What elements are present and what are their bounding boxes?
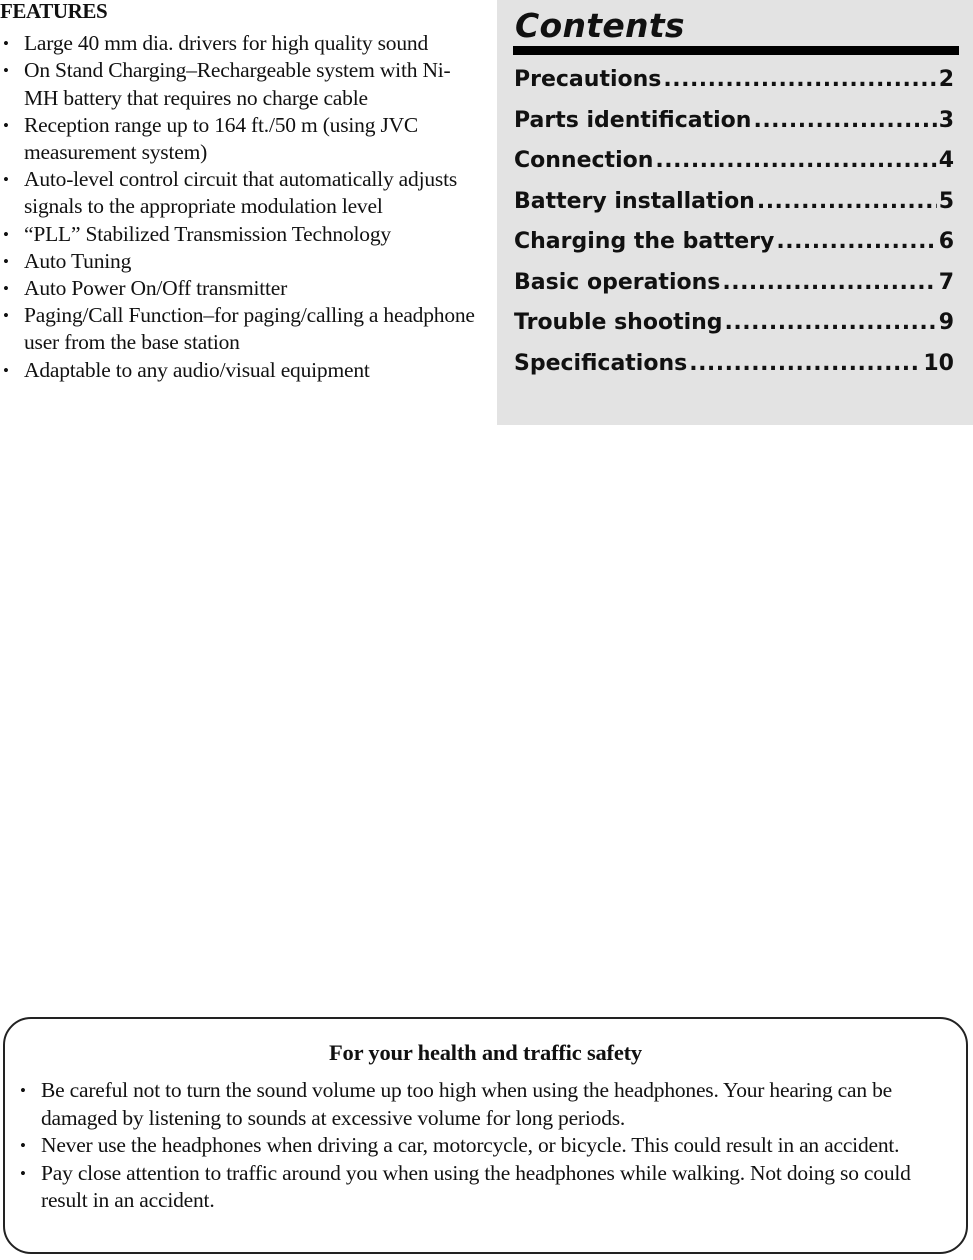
toc-entry-page: 7 — [938, 269, 954, 295]
toc-entry-parts-identification[interactable] — [514, 101, 954, 142]
toc-leader-dots — [722, 263, 936, 304]
toc-leader-dots — [776, 222, 936, 263]
toc-entry-page: 2 — [938, 67, 954, 92]
toc-entry-page: 4 — [938, 148, 954, 173]
toc-entry-label: Trouble shooting — [514, 310, 723, 335]
safety-item: • Pay close attention to traffic around you when using the headphones while walking. Not doing so could result in an accident. — [19, 1160, 946, 1215]
safety-list — [19, 1077, 946, 1215]
toc-entry-basic-operations[interactable] — [514, 263, 954, 304]
table-of-contents — [514, 60, 954, 384]
toc-entry-label: Connection — [514, 148, 654, 173]
toc-leader-dots — [725, 303, 937, 344]
toc-leader-dots — [655, 141, 936, 182]
toc-leader-dots — [689, 344, 921, 385]
feature-item: • Adaptable to any audio/visual equipment — [0, 357, 478, 384]
toc-leader-dots — [757, 182, 937, 223]
toc-entry-label: Battery installation — [514, 188, 755, 214]
feature-item: • Paging/Call Function–for paging/calling a headphone user from the base station — [0, 302, 478, 356]
toc-entry-precautions[interactable] — [514, 60, 954, 101]
feature-item: • Auto Tuning — [0, 248, 478, 275]
safety-item: • Never use the headphones when driving a car, motorcycle, or bicycle. This could result in an accident. — [19, 1132, 946, 1160]
toc-entry-page: 9 — [938, 310, 954, 335]
toc-entry-trouble-shooting[interactable] — [514, 303, 954, 344]
features-heading: FEATURES — [0, 0, 108, 23]
toc-entry-charging-the-battery[interactable] — [514, 222, 954, 263]
contents-box — [497, 0, 973, 425]
feature-item: • Reception range up to 164 ft./50 m (using JVC measurement system) — [0, 112, 478, 166]
safety-title: For your health and traffic safety — [329, 1040, 642, 1065]
toc-entry-specifications[interactable] — [514, 344, 954, 385]
toc-leader-dots — [753, 101, 936, 142]
feature-item: • Auto Power On/Off transmitter — [0, 275, 478, 302]
toc-entry-connection[interactable] — [514, 141, 954, 182]
toc-entry-label: Precautions — [514, 67, 662, 92]
toc-entry-page: 3 — [938, 107, 954, 133]
toc-entry-page: 5 — [938, 188, 954, 214]
toc-leader-dots — [663, 60, 936, 101]
toc-entry-label: Specifications — [514, 350, 688, 376]
features-list — [0, 30, 478, 384]
toc-entry-label: Parts identification — [514, 107, 752, 133]
contents-divider — [513, 46, 959, 55]
toc-entry-label: Basic operations — [514, 269, 721, 295]
toc-entry-battery-installation[interactable] — [514, 182, 954, 223]
features-section — [0, 0, 478, 384]
feature-item: • Auto-level control circuit that automatically adjusts signals to the appropriate modulation level — [0, 166, 478, 220]
toc-entry-page: 10 — [923, 350, 954, 376]
feature-item: • “PLL” Stabilized Transmission Technology — [0, 221, 478, 248]
toc-entry-page: 6 — [938, 229, 954, 254]
safety-item: • Be careful not to turn the sound volume up too high when using the headphones. Your hearing can be damaged by listening to sounds at excessive volume for long periods. — [19, 1077, 946, 1132]
safety-notice-box — [3, 1017, 968, 1254]
toc-entry-label: Charging the battery — [514, 229, 775, 254]
feature-item: • Large 40 mm dia. drivers for high quality sound — [0, 30, 478, 57]
feature-item: • On Stand Charging–Rechargeable system with Ni-MH battery that requires no charge cable — [0, 57, 478, 111]
contents-title: Contents — [515, 6, 685, 45]
